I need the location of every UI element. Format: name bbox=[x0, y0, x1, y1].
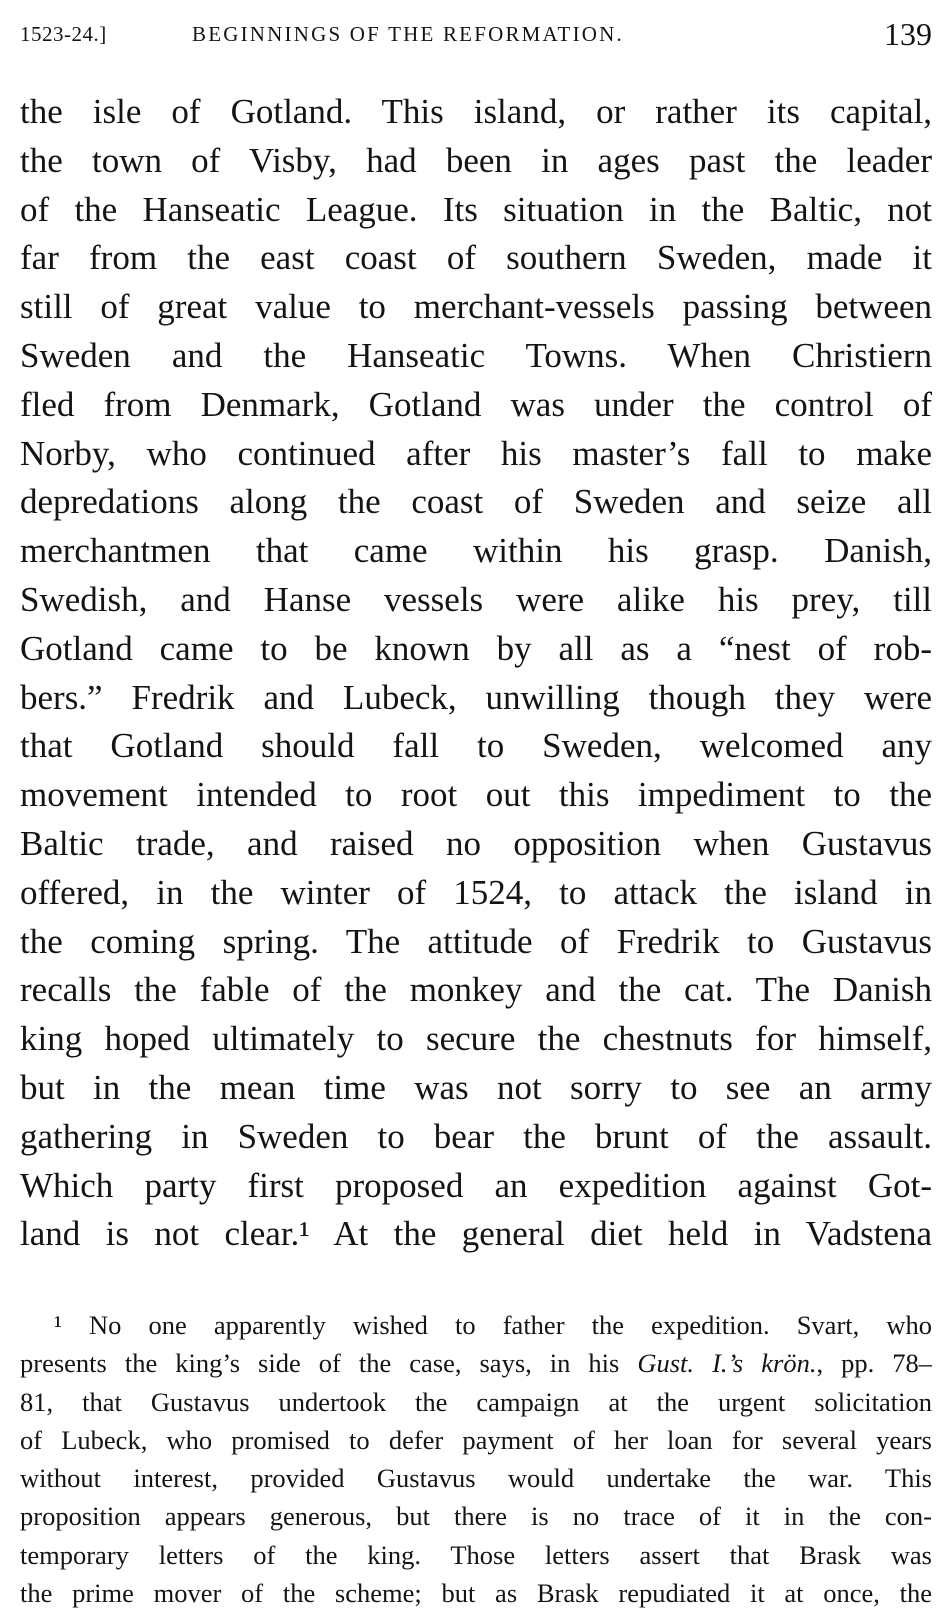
body-line: gathering in Sweden to bear the brunt of the assault. bbox=[20, 1116, 932, 1156]
body-line: depredations along the coast of Sweden and seize all bbox=[20, 482, 932, 522]
footnote-line: ¹ No one apparently wished to father the expedition. Svart, who bbox=[54, 1310, 932, 1340]
body-line: Gotland came to be known by all as a “nest of rob- bbox=[20, 628, 932, 668]
body-line: that Gotland should fall to Sweden, welcomed any bbox=[20, 726, 932, 766]
body-line: fled from Denmark, Gotland was under the control of bbox=[20, 384, 932, 424]
body-line: far from the east coast of southern Sweden, made it bbox=[20, 238, 932, 278]
body-line: movement intended to root out this impediment to the bbox=[20, 775, 932, 815]
page-number: 139 bbox=[884, 16, 932, 52]
body-line: the town of Visby, had been in ages past the leader bbox=[20, 140, 932, 180]
footnote-line: 81, that Gustavus undertook the campaign at the urgent solicitation bbox=[20, 1386, 932, 1417]
body-line: merchantmen that came within his grasp. Danish, bbox=[20, 531, 932, 571]
footnote-line: without interest, provided Gustavus would undertake the war. This bbox=[20, 1463, 932, 1494]
footnote-line: presents the king’s side of the case, says, in his Gust. I.’s krön., pp. 78– bbox=[20, 1348, 932, 1379]
footnote-line: temporary letters of the king. Those letters assert that Brask was bbox=[20, 1539, 932, 1570]
body-line: the isle of Gotland. This island, or rather its capital, bbox=[20, 92, 932, 131]
body-text bbox=[20, 88, 932, 1259]
body-line: Baltic trade, and raised no opposition when Gustavus bbox=[20, 823, 932, 863]
cited-work-title: Gust. I.’s krön. bbox=[637, 1348, 817, 1379]
body-line: the coming spring. The attitude of Fredrik to Gustavus bbox=[20, 921, 932, 961]
running-head bbox=[20, 16, 932, 56]
running-head-title: BEGINNINGS OF THE REFORMATION. bbox=[192, 22, 624, 46]
footnote-line: proposition appears generous, but there is no trace of it in the con- bbox=[20, 1501, 932, 1532]
body-line: bers.” Fredrik and Lubeck, unwilling though they were bbox=[20, 677, 932, 717]
body-line: offered, in the winter of 1524, to attack the island in bbox=[20, 872, 932, 912]
body-line: Which party first proposed an expedition against Got- bbox=[20, 1165, 932, 1205]
body-line: land is not clear.¹ At the general diet held in Vadstena bbox=[20, 1214, 932, 1254]
footnote-line: of Lubeck, who promised to defer payment of her loan for several years bbox=[20, 1424, 932, 1455]
body-line: Swedish, and Hanse vessels were alike his prey, till bbox=[20, 579, 932, 619]
body-line: recalls the fable of the monkey and the cat. The Danish bbox=[20, 970, 932, 1010]
body-line: Sweden and the Hanseatic Towns. When Christiern bbox=[20, 335, 932, 375]
body-line: still of great value to merchant-vessels passing between bbox=[20, 287, 932, 327]
body-line: but in the mean time was not sorry to see an army bbox=[20, 1067, 932, 1107]
body-line: king hoped ultimately to secure the chestnuts for himself, bbox=[20, 1019, 932, 1059]
body-line: Norby, who continued after his master’s fall to make bbox=[20, 433, 932, 473]
running-head-dates: 1523-24.] bbox=[20, 22, 107, 46]
footnotes bbox=[20, 1306, 932, 1612]
footnote-line: the prime mover of the scheme; but as Brask repudiated it at once, the bbox=[20, 1578, 932, 1609]
body-line: of the Hanseatic League. Its situation in the Baltic, not bbox=[20, 189, 932, 229]
